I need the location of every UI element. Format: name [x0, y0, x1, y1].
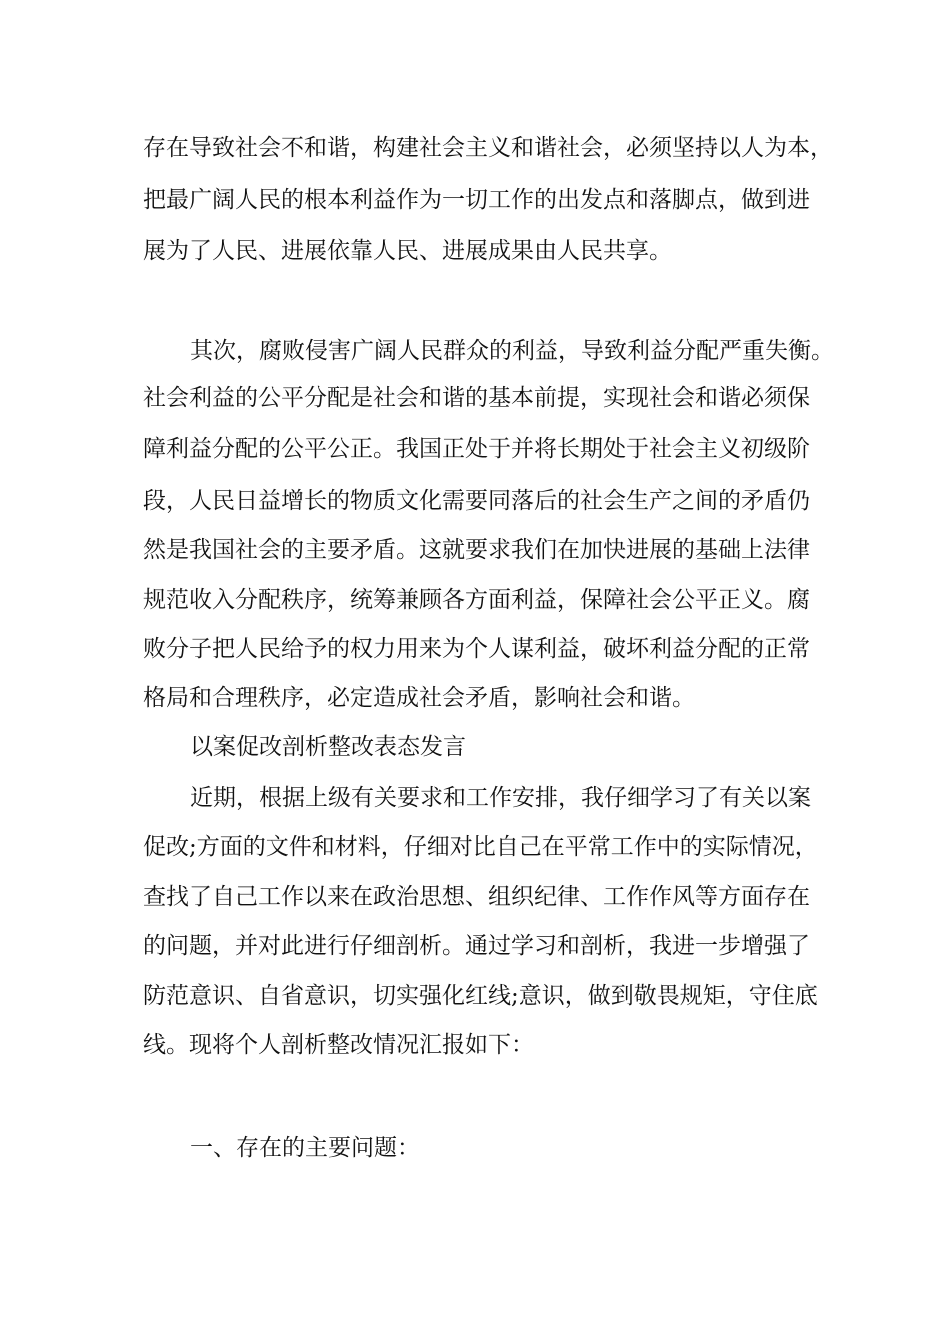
paragraph-line: 防范意识、自省意识，切实强化红线;意识，做到敬畏规矩，守住底 [143, 983, 818, 1009]
paragraph-line: 规范收入分配秩序，统筹兼顾各方面利益，保障社会公平正义。腐 [143, 587, 810, 613]
section-heading: 一、存在的主要问题： [190, 1135, 420, 1161]
document-title: 以案促改剖析整改表态发言 [190, 734, 466, 760]
paragraph-line: 其次，腐败侵害广阔人民群众的利益，导致利益分配严重失衡。 [190, 338, 834, 364]
paragraph-line: 段，人民日益增长的物质文化需要同落后的社会生产之间的矛盾仍 [143, 488, 810, 514]
paragraph-line: 把最广阔人民的根本利益作为一切工作的出发点和落脚点，做到进 [143, 187, 810, 213]
paragraph-line: 促改;方面的文件和材料，仔细对比自己在平常工作中的实际情况， [143, 834, 818, 860]
paragraph-line: 败分子把人民给予的权力用来为个人谋利益，破坏利益分配的正常 [143, 636, 810, 662]
paragraph-line: 社会利益的公平分配是社会和谐的基本前提，实现社会和谐必须保 [143, 385, 810, 411]
paragraph-line: 格局和合理秩序，必定造成社会矛盾，影响社会和谐。 [143, 685, 695, 711]
paragraph-line: 近期，根据上级有关要求和工作安排，我仔细学习了有关以案 [190, 785, 811, 811]
paragraph-line: 障利益分配的公平公正。我国正处于并将长期处于社会主义初级阶 [143, 436, 810, 462]
paragraph-line: 然是我国社会的主要矛盾。这就要求我们在加快进展的基础上法律 [143, 537, 810, 563]
paragraph-line: 展为了人民、进展依靠人民、进展成果由人民共享。 [143, 238, 672, 264]
paragraph-line: 存在导致社会不和谐，构建社会主义和谐社会，必须坚持以人为本， [143, 135, 833, 161]
paragraph-line: 查找了自己工作以来在政治思想、组织纪律、工作作风等方面存在 [143, 884, 810, 910]
paragraph-line: 线。现将个人剖析整改情况汇报如下： [143, 1032, 534, 1058]
paragraph-line: 的问题，并对此进行仔细剖析。通过学习和剖析，我进一步增强了 [143, 933, 810, 959]
